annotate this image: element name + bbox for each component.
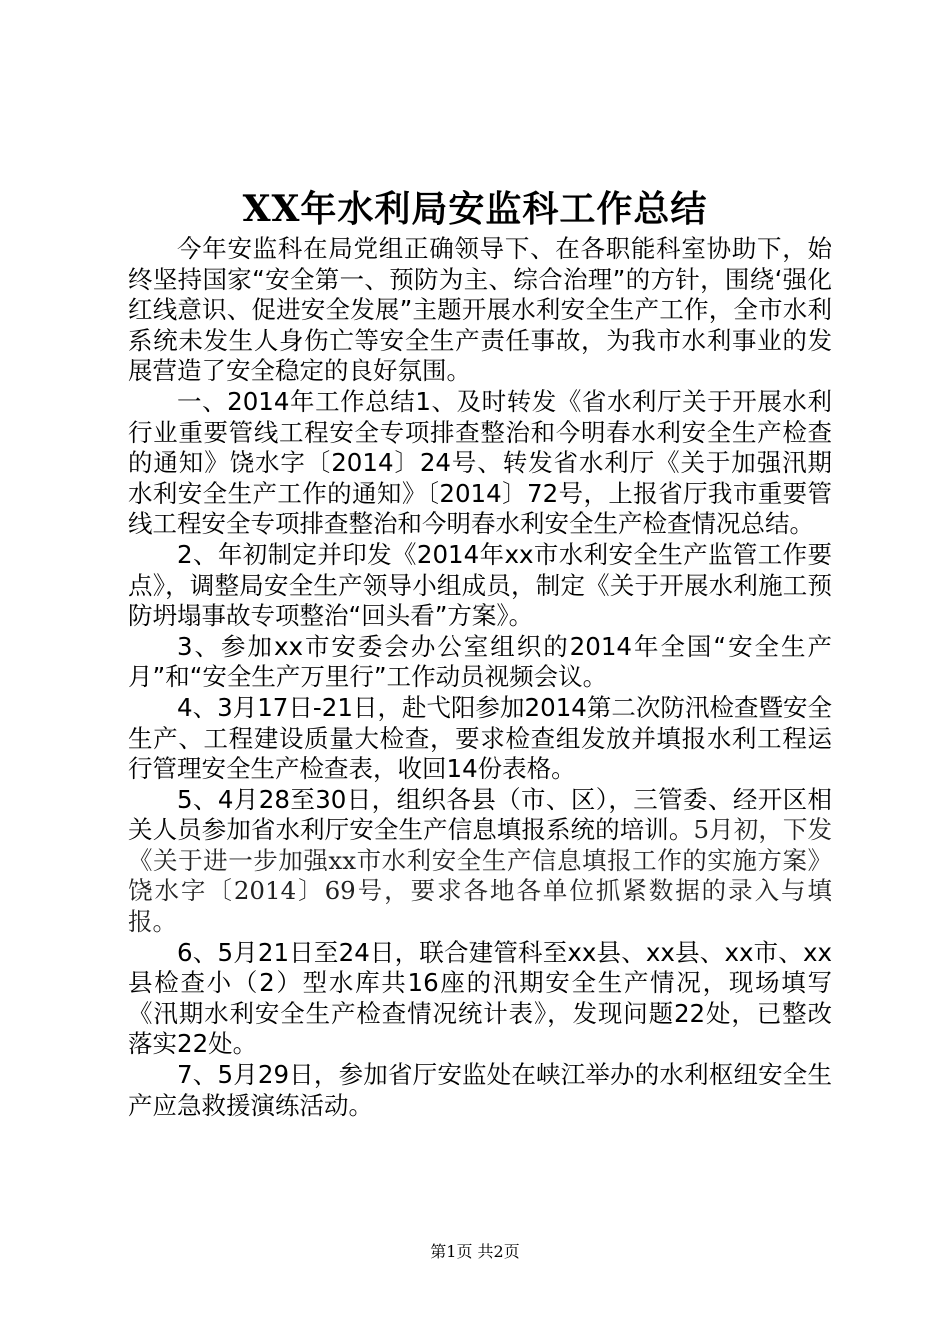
- paragraph-item-5-part2: 5月初，下发《关于进一步加强xx市水利安全生产信息填报工作的实施方案》饶水字〔2014〕69号，要求各地各单位抓紧数据的录入与填报。: [128, 815, 833, 937]
- page-number: 第1页 共2页: [430, 1242, 520, 1261]
- paragraph-item-5: [128, 785, 832, 938]
- paragraph-item-3: 3、参加xx市安委会办公室组织的2014年全国“安全生产月”和“安全生产万里行”工作动员视频会议。: [128, 631, 832, 692]
- paragraph-intro: 今年安监科在局党组正确领导下、在各职能科室协助下，始终坚持国家“安全第一、预防为主、综合治理”的方针，围绕‘强化红线意识、促进安全发展”主题开展水利安全生产工作，全市水利系统未发生人身伤亡等安全生产责任事故，为我市水利事业的发展营造了安全稳定的良好氛围。: [128, 234, 832, 386]
- paragraph-item-6: 6、5月21日至24日，联合建管科至xx县、xx县、xx市、xx县检查小（2）型水库共16座的汛期安全生产情况，现场填写《汛期水利安全生产检查情况统计表》，发现问题22处，已整改落实22处。: [128, 937, 832, 1059]
- paragraph-item-2: 2、年初制定并印发《2014年xx市水利安全生产监管工作要点》，调整局安全生产领导小组成员，制定《关于开展水利施工预防坍塌事故专项整治“回头看”方案》。: [128, 539, 832, 631]
- paragraph-item-5-part1: 5、4月28至30日，组织各县（市、区），三管委、经开区相关人员参加省水利厅安全生产信息填报系统的培训。: [128, 784, 832, 845]
- paragraph-item-4: 4、3月17日-21日，赴弋阳参加2014第二次防汛检查暨安全生产、工程建设质量大检查，要求检查组发放并填报水利工程运行管理安全生产检查表，收回14份表格。: [128, 692, 832, 784]
- paragraph-item-1: 一、2014年工作总结1、及时转发《省水利厅关于开展水利行业重要管线工程安全专项排查整治和今明春水利安全生产检查的通知》饶水字〔2014〕24号、转发省水利厅《关于加强汛期水利安全生产工作的通知》〔2014〕72号，上报省厅我市重要管线工程安全专项排查整治和今明春水利安全生产检查情况总结。: [128, 386, 832, 539]
- paragraph-item-7: 7、5月29日，参加省厅安监处在峡江举办的水利枢纽安全生产应急救援演练活动。: [128, 1060, 832, 1120]
- document-title: XX年水利局安监科工作总结: [242, 188, 708, 230]
- document-body: [128, 234, 832, 1121]
